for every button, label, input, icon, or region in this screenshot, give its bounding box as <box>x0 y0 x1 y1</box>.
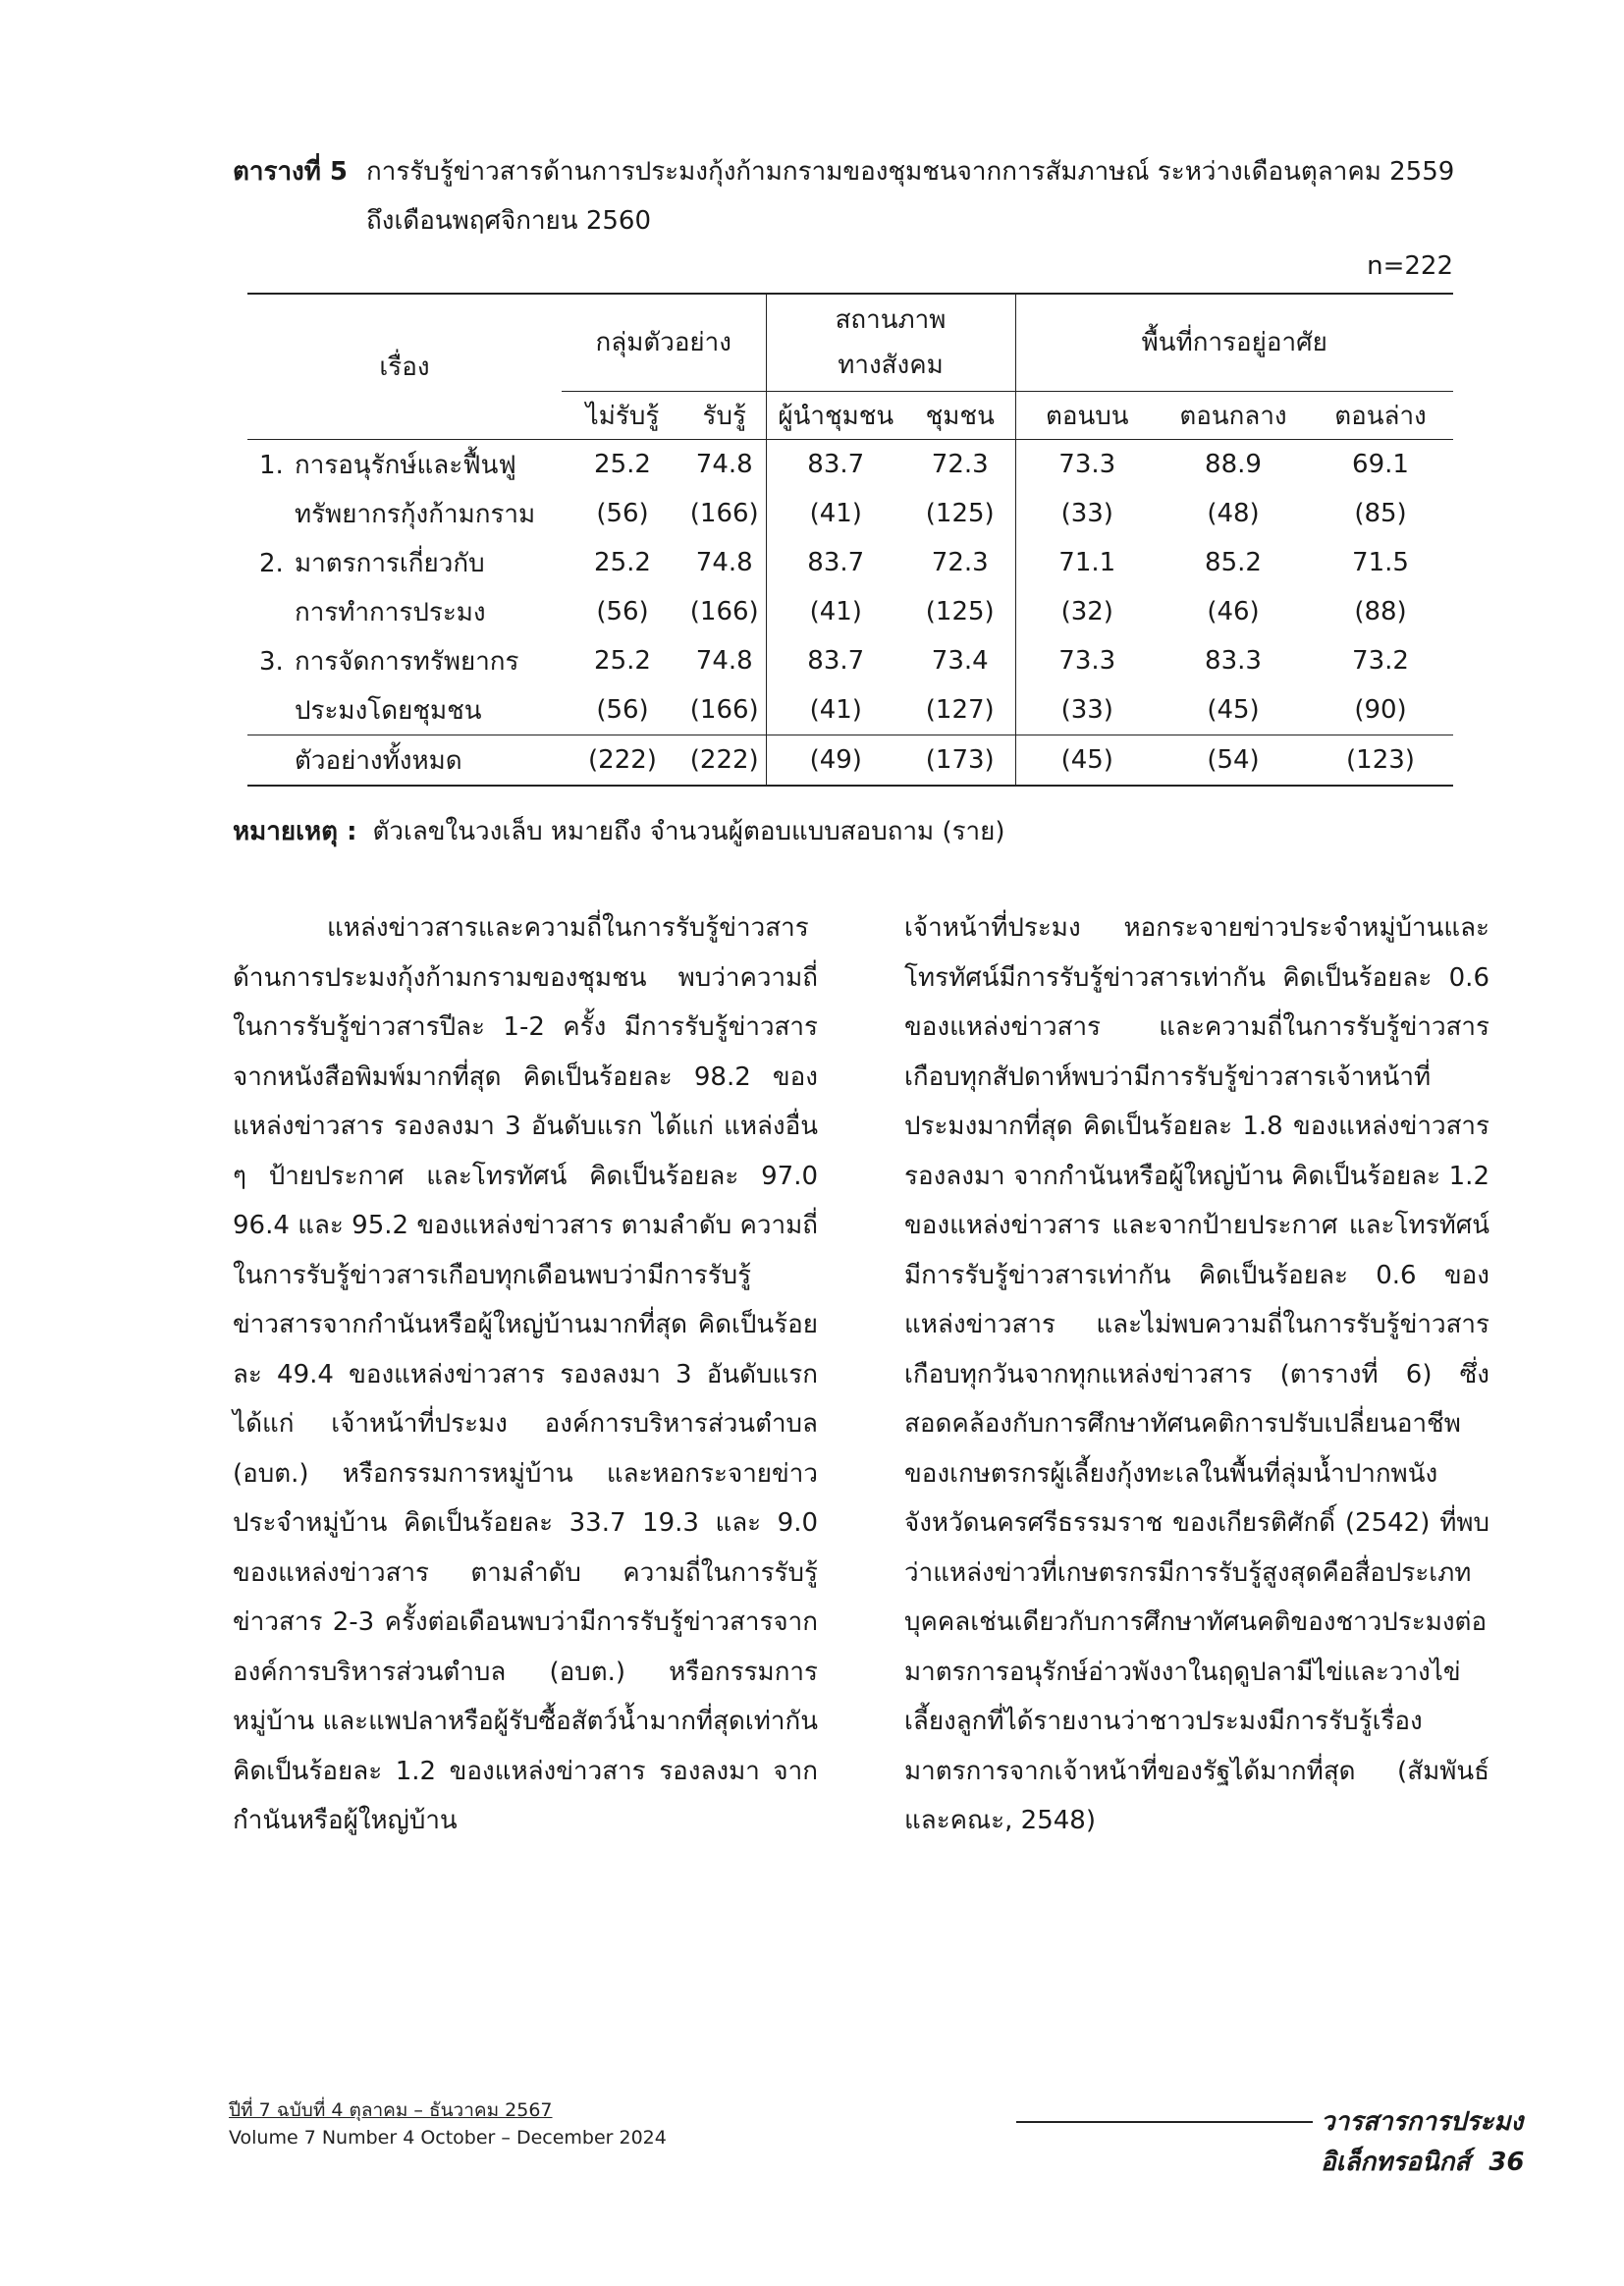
issue-info <box>229 2096 667 2151</box>
table-cell: 25.2 <box>594 646 651 676</box>
table-cell: (123) <box>1308 735 1453 787</box>
table-cell: (48) <box>1207 499 1260 528</box>
table-cell: 71.5 <box>1352 548 1409 577</box>
table-cell: (56) <box>596 499 649 528</box>
table-cell: (222) <box>562 735 683 787</box>
table-cell: (166) <box>689 499 759 528</box>
results-table <box>247 293 1453 787</box>
row-topic: 1. การอนุรักษ์และฟื้นฟู <box>259 450 516 480</box>
table-cell: 74.8 <box>695 646 753 676</box>
table-cell: (33) <box>1015 685 1159 735</box>
table-cell: (41) <box>766 489 905 538</box>
table-cell: (173) <box>905 735 1015 787</box>
table-row <box>247 587 1453 636</box>
table-cell: (166) <box>689 597 759 626</box>
table-row <box>247 636 1453 685</box>
table-cell: 83.7 <box>766 440 905 490</box>
table-cell: (88) <box>1354 597 1407 626</box>
table-cell: (45) <box>1207 695 1260 725</box>
column-header: ผู้นำชุมชน <box>766 392 905 440</box>
table-cell: 72.3 <box>931 450 989 479</box>
table-cell: 73.2 <box>1352 646 1409 676</box>
column-header: ชุมชน <box>905 392 1015 440</box>
note-label: หมายเหตุ : <box>233 817 357 846</box>
table-caption-label: ตารางที่ 5 <box>233 157 349 187</box>
table-note <box>233 811 1005 851</box>
table-row <box>247 489 1453 538</box>
group-header-sample: กลุ่มตัวอย่าง <box>562 294 766 392</box>
page-number: 36 <box>1489 2148 1525 2177</box>
row-topic: 2. มาตรการเกี่ยวกับ <box>259 548 485 578</box>
table-cell: 73.3 <box>1015 440 1159 490</box>
table-cell: (32) <box>1015 587 1159 636</box>
table-cell: (125) <box>925 597 995 626</box>
column-header: ตอนล่าง <box>1308 392 1453 440</box>
table-cell: 74.8 <box>695 548 753 577</box>
table-cell: (46) <box>1207 597 1260 626</box>
body-column-right: เจ้าหน้าที่ประมง หอกระจายข่าวประจำหมู่บ้านและโทรทัศน์มีการรับรู้ข่าวสารเท่ากัน คิดเป็นร้อยละ 0.6 ของแหล่งข่าวสาร และความถี่ในการรับรู้ข่าวสารเกือบทุกสัปดาห์พบว่ามีการรับรู้ข่าวสารเจ้าหน้าที่ประมงมากที่สุด คิดเป็นร้อยละ 1.8 ของแหล่งข่าวสาร รองลงมา จากกำนันหรือผู้ใหญ่บ้าน คิดเป็นร้อยละ 1.2 ของแหล่งข่าวสาร และจากป้ายประกาศ และโทรทัศน์มีการรับรู้ข่าวสารเท่ากัน คิดเป็นร้อยละ 0.6 ของแหล่งข่าวสาร และไม่พบความถี่ในการรับรู้ข่าวสารเกือบทุกวันจากทุกแหล่งข่าวสาร (ตารางที่ 6) ซึ่งสอดคล้องกับการศึกษาทัศนคติการปรับเปลี่ยนอาชีพของเกษตรกรผู้เลี้ยงกุ้งทะเลในพื้นที่ลุ่มน้ำปากพนัง จังหวัดนครศรีธรรมราช ของเกียรติศักดิ์ (2542) ที่พบว่าแหล่งข่าวที่เกษตรกรมีการรับรู้สูงสุดคือสื่อประเภทบุคคลเช่นเดียวกับการศึกษาทัศนคติของชาวประมงต่อมาตรการอนุรักษ์อ่าวพังงาในฤดูปลามีไข่และวางไข่เลี้ยงลูกที่ได้รายงานว่าชาวประมงมีการรับรู้เรื่องมาตรการจากเจ้าหน้าที่ของรัฐได้มากที่สุด (สัมพันธ์ และคณะ, 2548) <box>904 913 1489 1835</box>
table-cell: (127) <box>925 695 995 725</box>
table-cell: 71.1 <box>1015 538 1159 587</box>
table-total-row <box>247 735 1453 787</box>
table-header-row-1 <box>247 294 1453 392</box>
row-topic: ประมงโดยชุมชน <box>295 695 482 726</box>
body-column-left: แหล่งข่าวสารและความถี่ในการรับรู้ข่าวสารด้านการประมงกุ้งก้ามกรามของชุมชน พบว่าความถี่ในการรับรู้ข่าวสารปีละ 1-2 ครั้ง มีการรับรู้ข่าวสารจากหนังสือพิมพ์มากที่สุด คิดเป็นร้อยละ 98.2 ของแหล่งข่าวสาร รองลงมา 3 อันดับแรก ได้แก่ แหล่งอื่น ๆ ป้ายประกาศ และโทรทัศน์ คิดเป็นร้อยละ 97.0 96.4 และ 95.2 ของแหล่งข่าวสาร ตามลำดับ ความถี่ในการรับรู้ข่าวสารเกือบทุกเดือนพบว่ามีการรับรู้ข่าวสารจากกำนันหรือผู้ใหญ่บ้านมากที่สุด คิดเป็นร้อยละ 49.4 ของแหล่งข่าวสาร รองลงมา 3 อันดับแรก ได้แก่ เจ้าหน้าที่ประมง องค์การบริหารส่วนตำบล (อบต.) หรือกรรมการหมู่บ้าน และหอกระจายข่าวประจำหมู่บ้าน คิดเป็นร้อยละ 33.7 19.3 และ 9.0 ของแหล่งข่าวสาร ตามลำดับ ความถี่ในการรับรู้ข่าวสาร 2-3 ครั้งต่อเดือนพบว่ามีการรับรู้ข่าวสารจากองค์การบริหารส่วนตำบล (อบต.) หรือกรรมการหมู่บ้าน และแพปลาหรือผู้รับซื้อสัตว์น้ำมากที่สุดเท่ากัน คิดเป็นร้อยละ 1.2 ของแหล่งข่าวสาร รองลงมา จากกำนันหรือผู้ใหญ่บ้าน <box>233 913 818 1835</box>
table-cell: (125) <box>925 499 995 528</box>
table-caption-line1: การรับรู้ข่าวสารด้านการประมงกุ้งก้ามกรามของชุมชนจากการสัมภาษณ์ ระหว่างเดือนตุลาคม 2559 <box>366 157 1455 187</box>
journal-footer <box>1321 2101 1624 2182</box>
table-cell: 73.3 <box>1015 636 1159 685</box>
table-cell: 88.9 <box>1205 450 1262 479</box>
table-row <box>247 685 1453 735</box>
table-cell: (41) <box>766 685 905 735</box>
row-topic: การทำการประมง <box>295 597 486 627</box>
table-cell: 69.1 <box>1352 450 1409 479</box>
table-cell: 83.3 <box>1205 646 1262 676</box>
table-caption-line2: ถึงเดือนพฤศจิกายน 2560 <box>366 206 651 236</box>
row-topic: 3. การจัดการทรัพยากร <box>259 646 519 677</box>
topic-header: เรื่อง <box>247 294 562 440</box>
journal-name: วารสารการประมงอิเล็กทรอนิกส์ <box>1321 2107 1524 2177</box>
table-caption <box>233 147 1489 245</box>
table-cell: (33) <box>1015 489 1159 538</box>
column-header: ไม่รับรู้ <box>562 392 683 440</box>
table-cell: 83.7 <box>766 636 905 685</box>
column-header: ตอนบน <box>1015 392 1159 440</box>
column-header: ตอนกลาง <box>1159 392 1308 440</box>
table-cell: (222) <box>683 735 766 787</box>
table-cell: (49) <box>766 735 905 787</box>
table-row <box>247 538 1453 587</box>
footer-divider <box>1016 2121 1313 2123</box>
note-text: ตัวเลขในวงเล็บ หมายถึง จำนวนผู้ตอบแบบสอบถาม (ราย) <box>372 817 1005 846</box>
table-cell: (56) <box>596 695 649 725</box>
table-cell: 72.3 <box>931 548 989 577</box>
table-cell: (54) <box>1159 735 1308 787</box>
table-row <box>247 440 1453 490</box>
total-label: ตัวอย่างทั้งหมด <box>247 735 562 787</box>
table-cell: (85) <box>1354 499 1407 528</box>
group-header-area: พื้นที่การอยู่อาศัย <box>1015 294 1453 392</box>
issue-th: ปีที่ 7 ฉบับที่ 4 ตุลาคม – ธันวาคม 2567 <box>229 2099 553 2121</box>
sample-size: n=222 <box>1367 251 1453 281</box>
issue-en: Volume 7 Number 4 October – December 2024 <box>229 2127 667 2149</box>
table-cell: (90) <box>1354 695 1407 725</box>
column-header: รับรู้ <box>683 392 766 440</box>
table-cell: 73.4 <box>931 646 989 676</box>
table-cell: (166) <box>689 695 759 725</box>
table-cell: (45) <box>1015 735 1159 787</box>
table-cell: (56) <box>596 597 649 626</box>
row-topic: ทรัพยากรกุ้งก้ามกราม <box>295 499 536 529</box>
table-cell: 83.7 <box>766 538 905 587</box>
table-cell: 25.2 <box>594 548 651 577</box>
table-cell: 74.8 <box>695 450 753 479</box>
table-cell: 85.2 <box>1205 548 1262 577</box>
table-cell: (41) <box>766 587 905 636</box>
group-header-status: สถานภาพ ทางสังคม <box>766 294 1015 392</box>
table-cell: 25.2 <box>594 450 651 479</box>
